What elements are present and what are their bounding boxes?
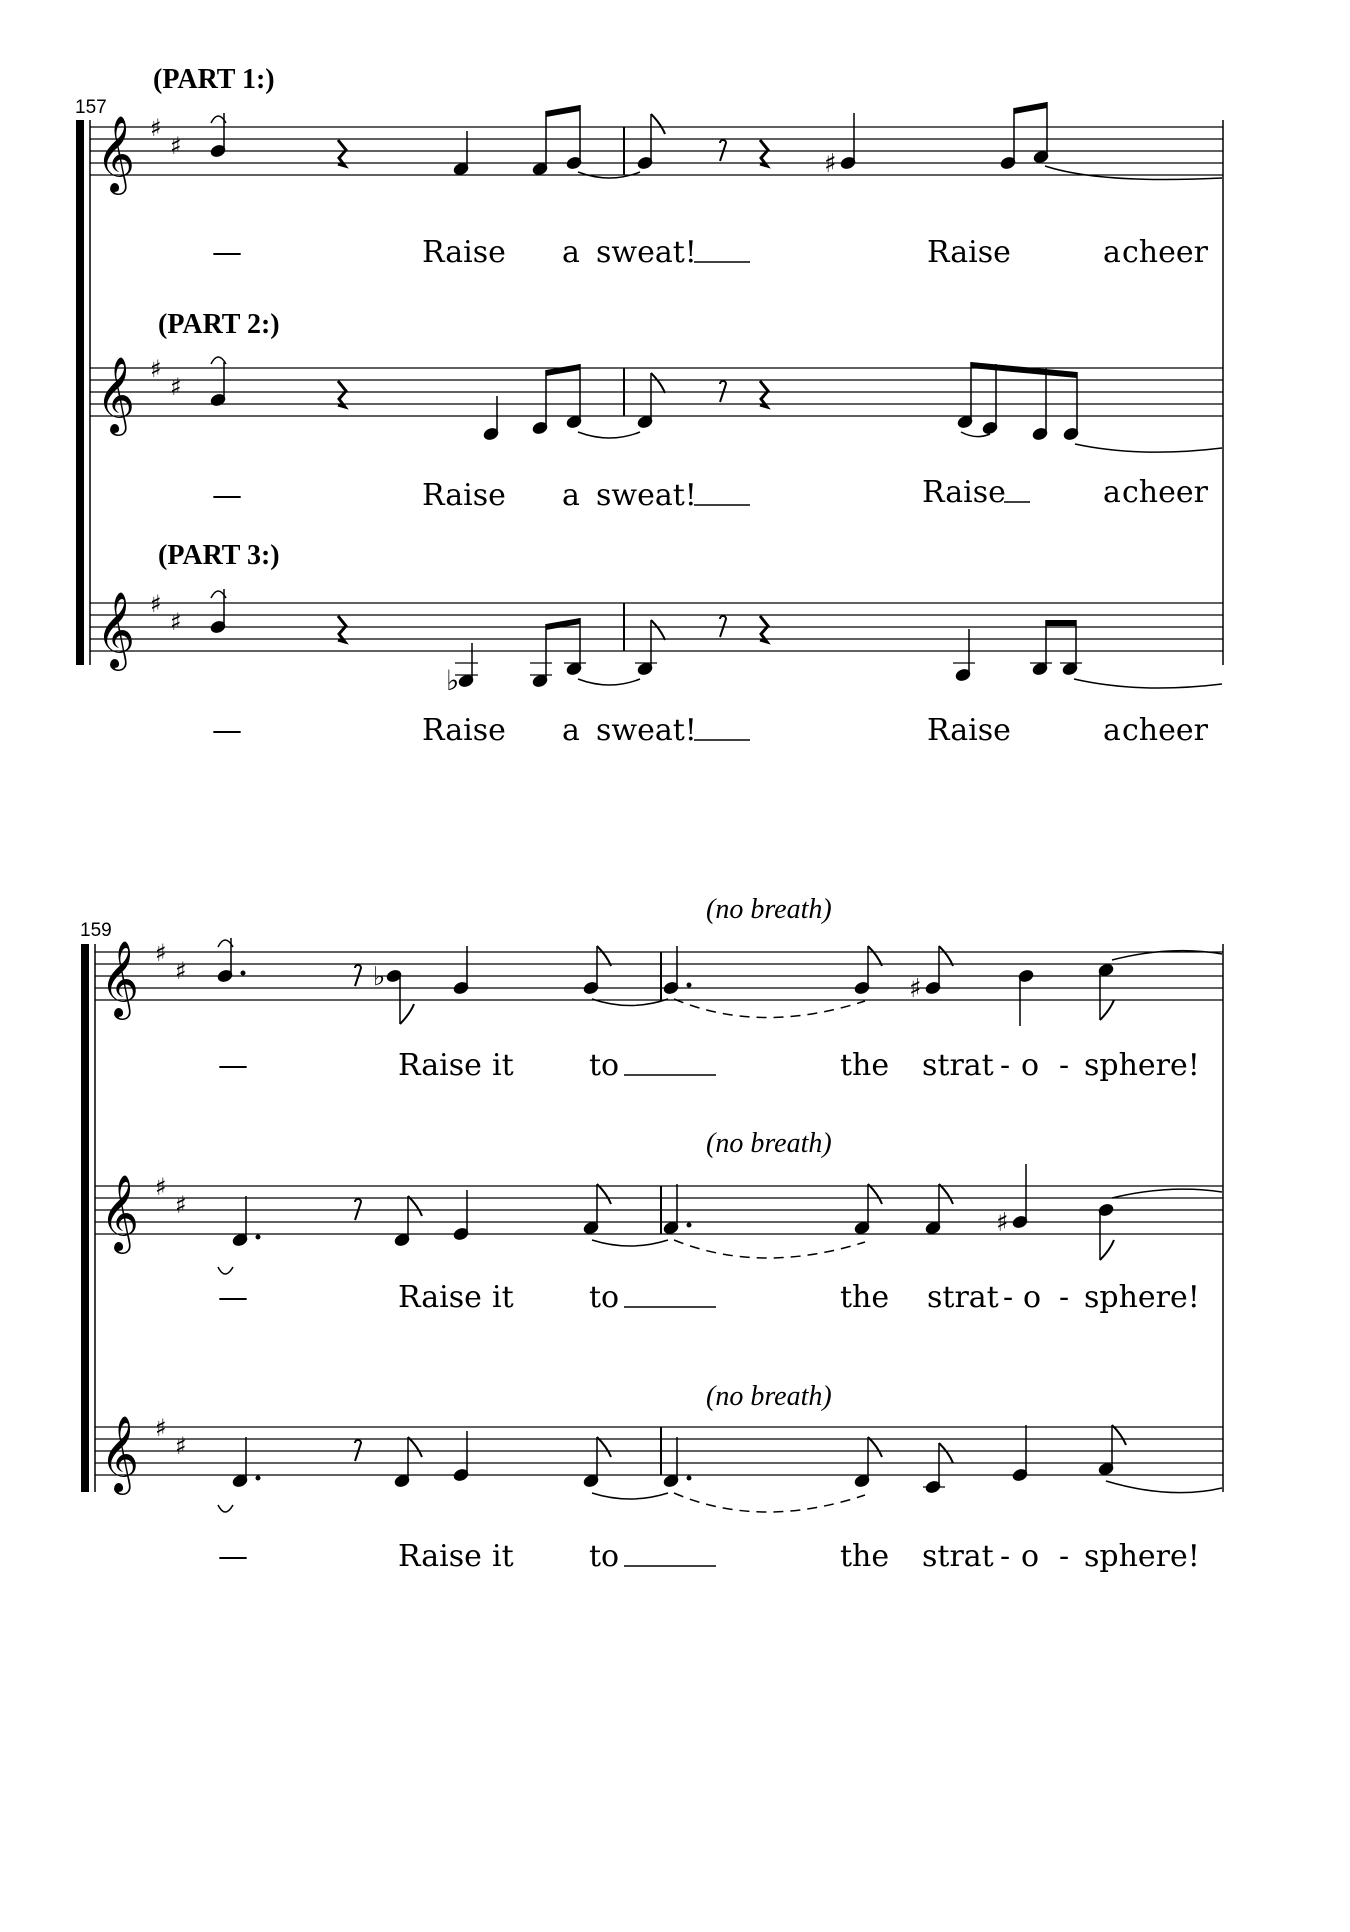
lyric-syllable: strat <box>927 1280 999 1315</box>
lyrics <box>212 475 1209 513</box>
expression-marking: (no breath) <box>706 894 832 925</box>
key-sharp-icon: ♯ <box>170 132 182 160</box>
lyric-syllable: Raise <box>398 1048 482 1083</box>
treble-clef-icon: 𝄞 <box>100 1415 140 1492</box>
lyric-syllable: Raise <box>922 475 1006 510</box>
lyric-syllable: - <box>1059 1539 1070 1574</box>
lyric-syllable: Raise <box>398 1280 482 1315</box>
lyric-syllable: — <box>218 1539 248 1574</box>
lyric-syllable: — <box>218 1048 248 1083</box>
lyric-syllable: cheer <box>1122 475 1208 510</box>
key-sharp-icon: ♯ <box>150 590 162 618</box>
system-159 <box>80 894 1223 1574</box>
lyric-syllable: it <box>492 1048 514 1083</box>
lyric-syllable: sweat! <box>596 713 697 748</box>
lyric-syllable: o <box>1021 1539 1040 1574</box>
treble-clef-icon: 𝄞 <box>100 940 140 1017</box>
lyric-syllable: a <box>1103 235 1121 270</box>
lyric-syllable: - <box>1000 1048 1011 1083</box>
staff-part-1 <box>95 894 1223 1083</box>
key-sharp-icon: ♯ <box>150 114 162 142</box>
key-sharp-icon: ♯ <box>175 1191 187 1219</box>
lyric-syllable: a <box>562 478 580 513</box>
lyric-syllable: cheer <box>1122 235 1208 270</box>
lyric-syllable: a <box>562 235 580 270</box>
lyric-syllable: sphere! <box>1084 1539 1200 1574</box>
flat-icon: ♭ <box>373 962 386 992</box>
lyrics <box>212 235 1209 270</box>
lyric-syllable: sphere! <box>1084 1048 1200 1083</box>
expression-marking: (no breath) <box>706 1128 832 1159</box>
system-bracket <box>76 120 84 665</box>
lyric-syllable: — <box>212 478 242 513</box>
lyric-syllable: the <box>840 1539 890 1574</box>
lyric-syllable: — <box>212 713 242 748</box>
lyric-syllable: strat <box>922 1539 994 1574</box>
lyric-syllable: — <box>218 1280 248 1315</box>
lyric-syllable: the <box>840 1048 890 1083</box>
lyric-syllable: cheer <box>1122 713 1208 748</box>
lyric-syllable: o <box>1023 1280 1042 1315</box>
key-sharp-icon: ♯ <box>155 939 167 967</box>
treble-clef-icon: 𝄞 <box>96 356 136 433</box>
measure-number: 159 <box>80 920 112 941</box>
key-sharp-icon: ♯ <box>155 1414 167 1442</box>
lyric-syllable: to <box>589 1280 620 1315</box>
lyric-syllable: sweat! <box>596 478 697 513</box>
part-label: (PART 3:) <box>158 540 280 571</box>
lyric-syllable: to <box>589 1048 620 1083</box>
lyric-syllable: a <box>1103 475 1121 510</box>
key-sharp-icon: ♯ <box>150 355 162 383</box>
lyric-syllable: o <box>1021 1048 1040 1083</box>
lyrics <box>212 713 1209 748</box>
lyric-syllable: Raise <box>422 478 506 513</box>
lyric-syllable: Raise <box>927 713 1011 748</box>
staff-part-2 <box>90 309 1223 513</box>
lyric-syllable: - <box>1059 1048 1070 1083</box>
lyrics <box>218 1048 1200 1083</box>
lyric-syllable: Raise <box>422 235 506 270</box>
system-bracket <box>81 944 89 1492</box>
sharp-icon: ♯ <box>909 974 922 1004</box>
lyric-syllable: to <box>589 1539 620 1574</box>
key-sharp-icon: ♯ <box>175 1432 187 1460</box>
lyrics <box>218 1539 1200 1574</box>
lyric-syllable: strat <box>922 1048 994 1083</box>
lyric-syllable: Raise <box>422 713 506 748</box>
staff-part-2 <box>95 1128 1223 1315</box>
system-157 <box>75 64 1223 748</box>
lyric-syllable: a <box>1103 713 1121 748</box>
lyric-syllable: it <box>492 1539 514 1574</box>
staff-part-1 <box>90 64 1223 270</box>
treble-clef-icon: 𝄞 <box>96 591 136 668</box>
lyric-syllable: — <box>212 235 242 270</box>
lyric-syllable: it <box>492 1280 514 1315</box>
lyric-syllable: Raise <box>398 1539 482 1574</box>
lyric-syllable: the <box>840 1280 890 1315</box>
staff-part-3 <box>90 540 1223 748</box>
treble-clef-icon: 𝄞 <box>96 115 136 192</box>
key-sharp-icon: ♯ <box>175 957 187 985</box>
treble-clef-icon: 𝄞 <box>100 1174 140 1251</box>
flat-icon: ♭ <box>446 664 460 697</box>
sharp-icon: ♯ <box>996 1208 1009 1238</box>
staff-part-3 <box>95 1381 1223 1574</box>
key-sharp-icon: ♯ <box>170 608 182 636</box>
lyric-syllable: - <box>1000 1539 1011 1574</box>
lyrics <box>218 1280 1200 1315</box>
part-label: (PART 2:) <box>158 309 280 340</box>
expression-marking: (no breath) <box>706 1381 832 1412</box>
lyric-syllable: sweat! <box>596 235 697 270</box>
lyric-syllable: - <box>1003 1280 1014 1315</box>
lyric-syllable: sphere! <box>1084 1280 1200 1315</box>
key-sharp-icon: ♯ <box>170 373 182 401</box>
lyric-syllable: Raise <box>927 235 1011 270</box>
part-label: (PART 1:) <box>153 64 275 95</box>
key-sharp-icon: ♯ <box>155 1173 167 1201</box>
sharp-icon: ♯ <box>824 149 837 179</box>
lyric-syllable: - <box>1059 1280 1070 1315</box>
measure-number: 157 <box>75 97 107 118</box>
lyric-syllable: a <box>562 713 580 748</box>
